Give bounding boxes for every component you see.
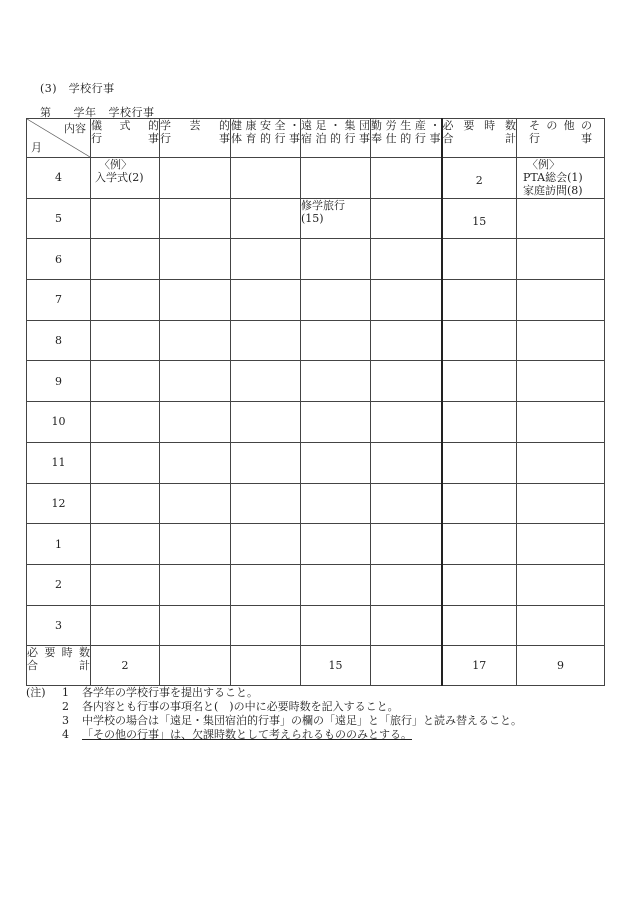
arts-cell bbox=[160, 198, 231, 239]
table-row bbox=[27, 198, 605, 239]
required-hours-cell: 15 bbox=[442, 198, 517, 239]
health-sports-cell bbox=[231, 198, 301, 239]
totals-label: 必 要 時 数 合 計 bbox=[27, 646, 91, 686]
month-cell: 4 bbox=[27, 158, 91, 199]
total-labor-service bbox=[371, 646, 442, 686]
total-health-sports bbox=[231, 646, 301, 686]
section-heading: (3) 学校行事 bbox=[40, 82, 115, 95]
col-header-excursion: 遠足・集団 宿泊的行事 bbox=[301, 119, 371, 158]
col-header-required-hours: 必 要 時 数 合 計 bbox=[442, 119, 517, 158]
total-other-events: 9 bbox=[517, 646, 605, 686]
table-row bbox=[27, 442, 605, 483]
table-title-text: 学校行事 bbox=[108, 106, 155, 119]
school-events-table bbox=[26, 118, 605, 686]
notes-prefix: (注) bbox=[26, 686, 46, 699]
grade-prefix: 第 bbox=[40, 106, 52, 119]
month-cell: 7 bbox=[27, 280, 91, 321]
required-hours-cell: 2 bbox=[442, 158, 517, 199]
month-cell: 8 bbox=[27, 320, 91, 361]
labor-service-cell bbox=[371, 198, 442, 239]
table-row bbox=[27, 280, 605, 321]
table-row bbox=[27, 320, 605, 361]
corner-month-label: 月 bbox=[31, 141, 42, 154]
header-row bbox=[27, 119, 605, 158]
col-header-ceremony: 儀 式 的 行 事 bbox=[91, 119, 160, 158]
month-cell: 9 bbox=[27, 361, 91, 402]
col-header-other-events: そ の 他 の 行 事 bbox=[517, 119, 605, 158]
notes-section bbox=[26, 686, 522, 742]
note-item: 3 中学校の場合は「遠足・集団宿泊的行事」の欄の「遠足」と「旅行」と読み替えること。 bbox=[62, 714, 522, 727]
month-cell: 6 bbox=[27, 239, 91, 280]
month-cell: 10 bbox=[27, 402, 91, 443]
health-sports-cell bbox=[231, 158, 301, 199]
col-header-health-sports: 健康安全・ 体育的行事 bbox=[231, 119, 301, 158]
excursion-cell bbox=[301, 158, 371, 199]
other-events-cell bbox=[517, 198, 605, 239]
table-row bbox=[27, 483, 605, 524]
table-row bbox=[27, 402, 605, 443]
total-excursion: 15 bbox=[301, 646, 371, 686]
table-row bbox=[27, 239, 605, 280]
table-row bbox=[27, 564, 605, 605]
ceremony-cell bbox=[91, 198, 160, 239]
total-arts bbox=[160, 646, 231, 686]
month-cell: 3 bbox=[27, 605, 91, 646]
totals-row bbox=[27, 646, 605, 686]
arts-cell bbox=[160, 158, 231, 199]
col-header-labor-service: 勤労生産・ 奉仕的行事 bbox=[371, 119, 442, 158]
month-cell: 2 bbox=[27, 564, 91, 605]
table-row bbox=[27, 361, 605, 402]
corner-content-label: 内容 bbox=[64, 122, 86, 135]
table-row bbox=[27, 158, 605, 199]
note-item: 2 各内容とも行事の事項名と( )の中に必要時数を記入すること。 bbox=[62, 700, 399, 713]
col-header-arts: 学 芸 的 行 事 bbox=[160, 119, 231, 158]
grade-label: 学年 bbox=[73, 106, 97, 119]
ceremony-cell: 〈例〉 入学式(2) bbox=[91, 158, 160, 199]
month-cell: 5 bbox=[27, 198, 91, 239]
table-row bbox=[27, 605, 605, 646]
note-item: 4 「その他の行事」は、欠課時数として考えられるもののみとする。 bbox=[62, 728, 412, 741]
total-ceremony: 2 bbox=[91, 646, 160, 686]
other-events-cell: 〈例〉 PTA総会(1) 家庭訪問(8) bbox=[517, 158, 605, 199]
excursion-cell: 修学旅行 (15) bbox=[301, 198, 371, 239]
month-cell: 1 bbox=[27, 524, 91, 565]
corner-cell bbox=[27, 119, 91, 158]
labor-service-cell bbox=[371, 158, 442, 199]
total-required-hours: 17 bbox=[442, 646, 517, 686]
table-row bbox=[27, 524, 605, 565]
note-item: (注) 1 各学年の学校行事を提出すること。 bbox=[26, 686, 258, 699]
month-cell: 11 bbox=[27, 442, 91, 483]
month-cell: 12 bbox=[27, 483, 91, 524]
